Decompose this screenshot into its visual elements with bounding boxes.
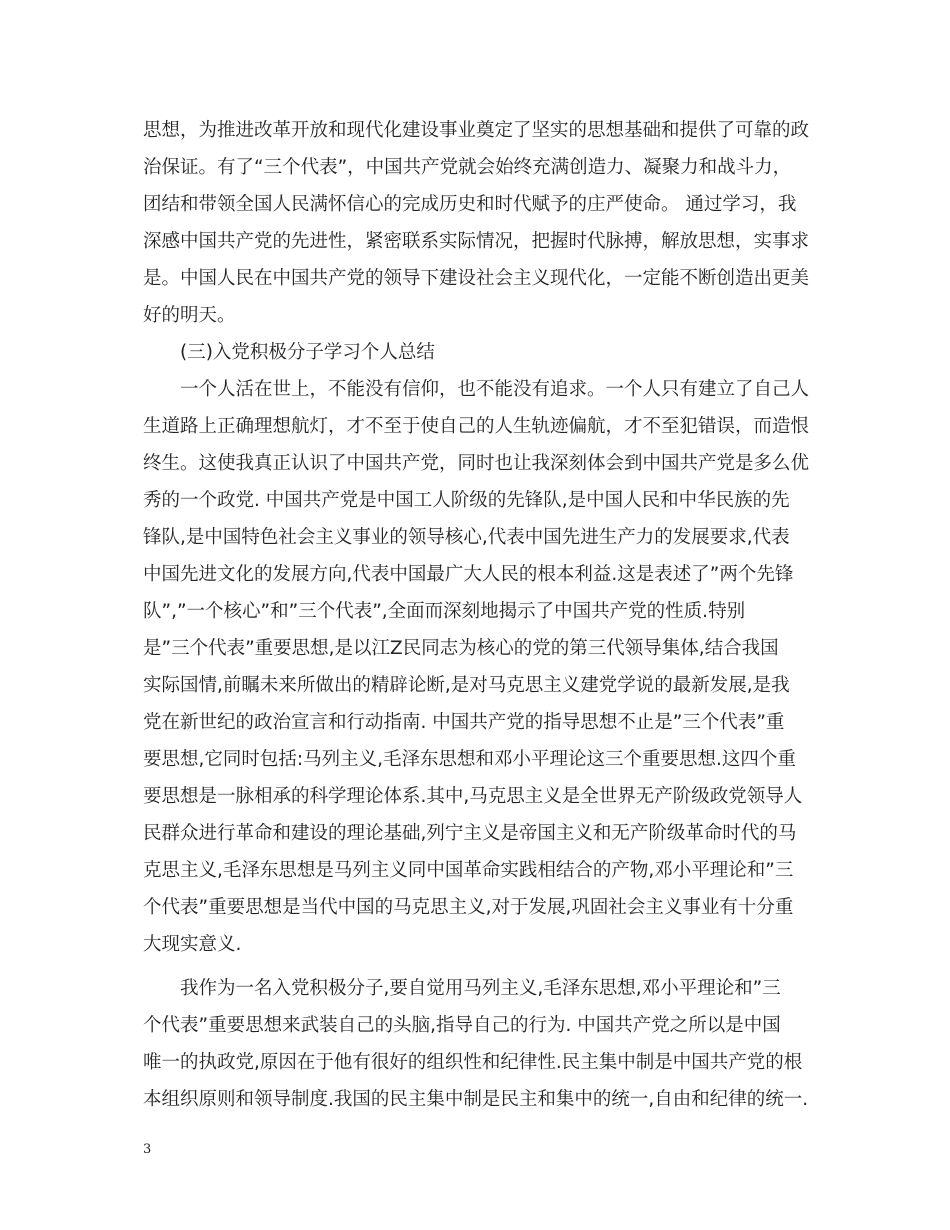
- section-heading: (三)入党积极分子学习个人总结: [180, 342, 435, 363]
- text-line: 中国先进文化的发展方向,代表中国最广大人民的根本利益.这是表述了”两个先锋: [143, 564, 794, 585]
- text-line: 个代表”重要思想是当代中国的马克思主义,对于发展,巩固社会主义事业有十分重: [143, 897, 794, 918]
- text-line: 要思想是一脉相承的科学理论体系.其中,马克思主义是全世界无产阶级政党领导人: [143, 786, 803, 807]
- text-line: 锋队,是中国特色社会主义事业的领导核心,代表中国先进生产力的发展要求,代表: [143, 527, 790, 548]
- text-line: 本组织原则和领导制度.我国的民主集中制是民主和集中的统一,自由和纪律的统一.: [143, 1089, 809, 1110]
- text-line: 秀的一个政党. 中国共产党是中国工人阶级的先锋队,是中国人民和中华民族的先: [143, 490, 790, 511]
- text-line: 大现实意义.: [143, 934, 242, 955]
- text-line: 深感中国共产党的先进性，紧密联系实际情况，把握时代脉搏，解放思想，实事求: [143, 231, 810, 252]
- text-line: 终生。这使我真正认识了中国共产党，同时也让我深刻体会到中国共产党是多么优: [143, 453, 810, 474]
- text-line: 党在新世纪的政治宣言和行动指南. 中国共产党的指导思想不止是”三个代表”重: [143, 712, 785, 733]
- text-line: 个代表”重要思想来武装自己的头脑,指导自己的行为. 中国共产党之所以是中国: [143, 1015, 781, 1036]
- text-line: 克思主义,毛泽东思想是马列主义同中国革命实践相结合的产物,邓小平理论和”三: [143, 860, 794, 881]
- text-line: 唯一的执政党,原因在于他有很好的组织性和纪律性.民主集中制是中国共产党的根: [143, 1052, 803, 1073]
- page-number: 3: [143, 1142, 152, 1157]
- text-line: 民群众进行革命和建设的理论基础,列宁主义是帝国主义和无产阶级革命时代的马: [143, 823, 797, 844]
- text-line: 思想，为推进改革开放和现代化建设事业奠定了坚实的思想基础和提供了可靠的政: [143, 120, 810, 141]
- text-line: 是”三个代表”重要思想,是以江Z民同志为核心的党的第三代领导集体,结合我国: [143, 638, 779, 659]
- text-line: 生道路上正确理想航灯，才不至于使自己的人生轨迹偏航，才不至犯错误，而造恨: [143, 416, 810, 437]
- text-line: 我作为一名入党积极分子,要自觉用马列主义,毛泽东思想,邓小平理论和”三: [180, 978, 781, 999]
- text-line: 要思想,它同时包括:马列主义,毛泽东思想和邓小平理论这三个重要思想.这四个重: [143, 749, 796, 770]
- text-line: 治保证。有了“三个代表”，中国共产党就会始终充满创造力、凝聚力和战斗力，: [143, 157, 792, 178]
- text-line: 一个人活在世上，不能没有信仰，也不能没有追求。一个人只有建立了自己人: [180, 379, 810, 400]
- text-line: 是。中国人民在中国共产党的领导下建设社会主义现代化，一定能不断创造出更美: [143, 268, 810, 289]
- text-line: 队”,”一个核心”和”三个代表”,全面而深刻地揭示了中国共产党的性质.特别: [143, 601, 746, 622]
- text-line: 实际国情,前瞩未来所做出的精辟论断,是对马克思主义建党学说的最新发展,是我: [143, 675, 790, 696]
- text-line: 团结和带领全国人民满怀信心的完成历史和时代赋予的庄严使命。 通过学习，我: [143, 194, 797, 215]
- text-line: 好的明天。: [143, 305, 236, 326]
